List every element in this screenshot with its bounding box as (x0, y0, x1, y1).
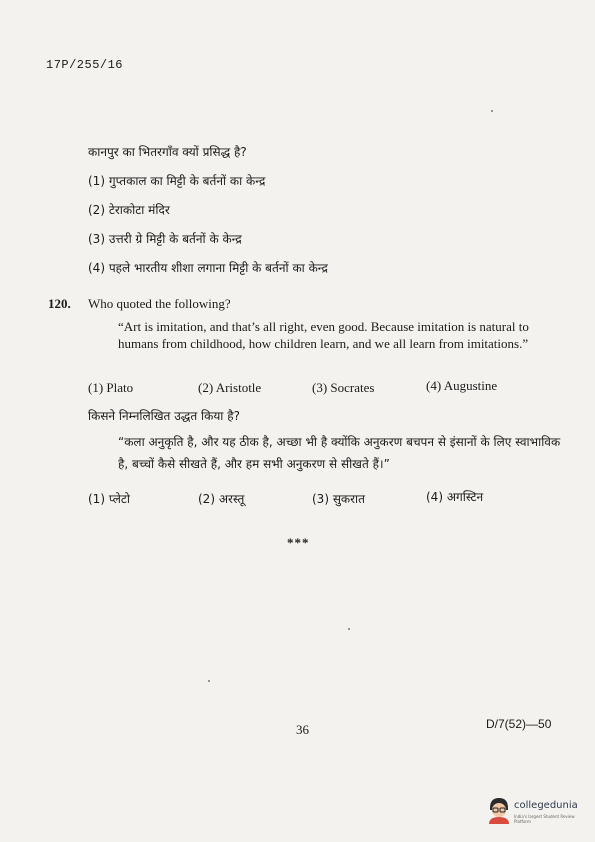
end-of-paper-marker: *** (287, 535, 310, 550)
q120-option-4-english: (4) Augustine (426, 378, 498, 393)
q119-option-3-hindi: (3) उत्तरी ग्रे मिट्टी के बर्तनों के केन्द्र (88, 232, 242, 246)
page-number: 36 (296, 722, 309, 737)
q120-option-4-hindi: (4) अगस्टिन (426, 490, 484, 504)
q120-option-3-english: (3) Socrates (312, 380, 375, 395)
q119-option-2-hindi: (2) टेराकोटा मंदिर (88, 203, 170, 217)
booklet-code: D/7(52)—50 (486, 717, 552, 731)
student-avatar-icon (486, 796, 512, 824)
q120-option-2-hindi: (2) अरस्तू (198, 492, 245, 506)
q120-option-3-hindi: (3) सुकरात (312, 492, 365, 506)
watermark-tagline: India's largest Student Review Platform (514, 814, 575, 824)
q120-quote-hindi: “कला अनुकृति है, और यह ठीक है, अच्छा भी है क्योंकि अनुकरण बचपन से इंसानों के लिए स्वाभाविक है, बच्चों कैसे सीखते हैं, और हम सभी अनुकरण से सीखते हैं।” (118, 435, 561, 471)
scan-speck (208, 680, 210, 682)
scan-speck (348, 628, 350, 630)
q119-option-4-hindi: (4) पहले भारतीय शीशा लगाना मिट्टी के बर्तनों का केन्द्र (88, 261, 328, 275)
q120-option-1-english: (1) Plato (88, 380, 134, 395)
q119-option-1-hindi: (1) गुप्तकाल का मिट्टी के बर्तनों का केन्द्र (88, 174, 266, 188)
q120-question-hindi: किसने निम्नलिखित उद्धत किया है? (88, 409, 240, 423)
paper-code: 17P/255/16 (46, 58, 124, 72)
q120-option-2-english: (2) Aristotle (198, 380, 262, 395)
q120-quote-english: “Art is imitation, and that’s all right, even good. Because imitation is natural to humans from childhood, how children learn, and we all learn from imitations.” (118, 319, 529, 351)
collegedunia-watermark (486, 796, 586, 826)
q120-option-1-hindi: (1) प्लेटो (88, 492, 131, 506)
scan-speck (491, 110, 493, 112)
q119-question-hindi: कानपुर का भितरगाँव क्यों प्रसिद्ध है? (88, 145, 247, 159)
q120-number: 120. (48, 296, 71, 311)
q120-question-english: Who quoted the following? (88, 296, 231, 311)
watermark-brand: collegedunia (514, 800, 578, 811)
